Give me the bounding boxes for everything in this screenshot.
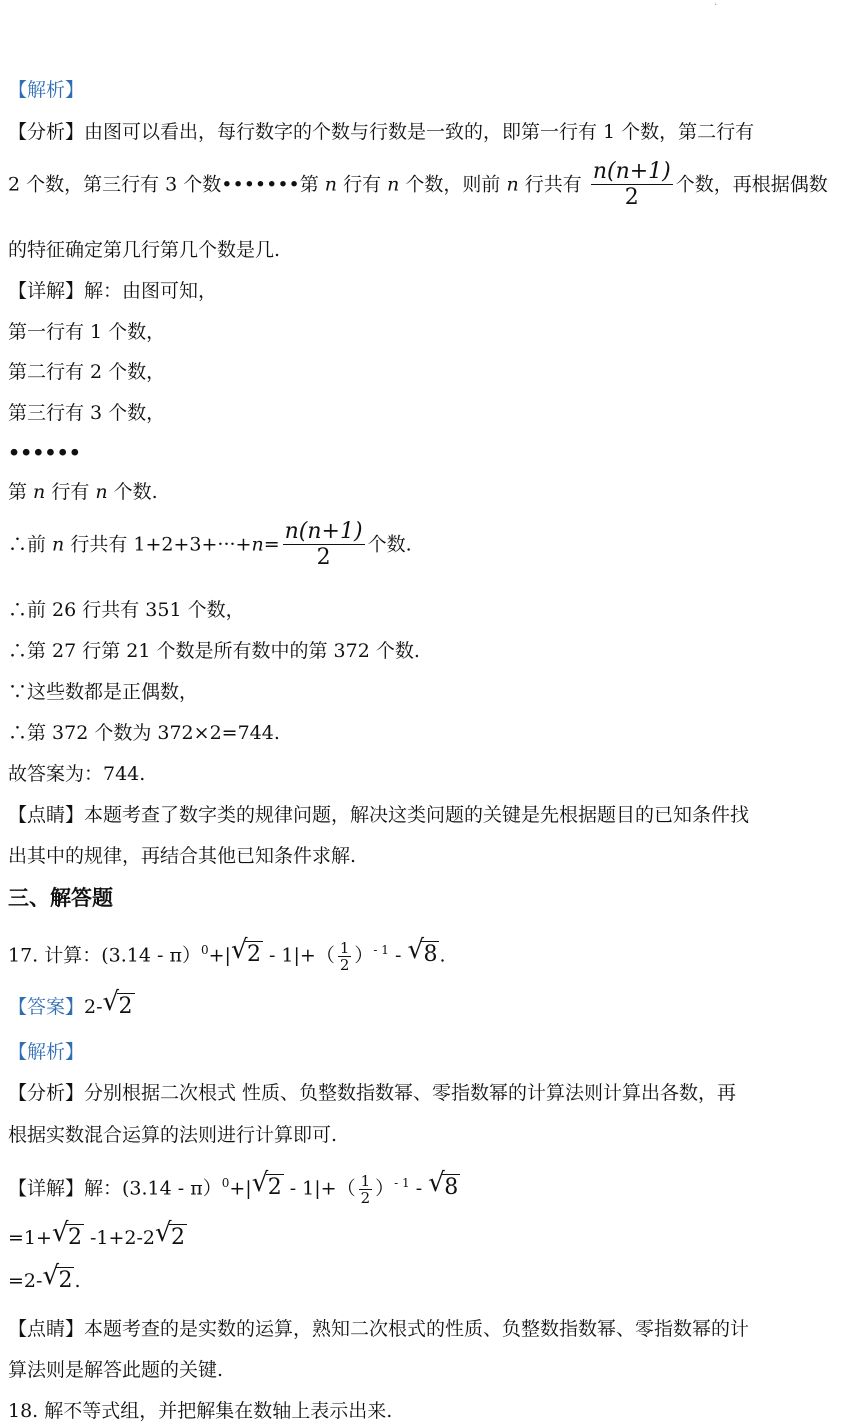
section-heading-answer: 三、解答题 [8,885,113,910]
detail-372: ∴第 372 个数为 372×2=744. [8,722,280,744]
detail-27-row: ∴第 27 行第 21 个数是所有数中的第 372 个数. [8,640,420,662]
detail-17-line-2: =1+ √ 2 -1+2-2 √ 2 [8,1218,186,1250]
remark-line-2: 出其中的规律，再结合其他已知条件求解. [8,845,357,867]
detail-sum-line: ∴前 n 行共有 1+2+3+···+n= $\frac{n(n+1)}{2}$ 个数. [8,519,412,570]
sqrt-2: √ 2 [230,935,261,968]
analysis-line-2: 2 个数，第三行有 3 个数•••••••第 n 行有 n 个数，则前 n 行共有 $\frac{n(n+1)}{2}$ 个数，再根据偶数 [8,159,828,210]
sqrt-2: √ 2 [42,1261,73,1293]
fraction-n-n-plus-1-over-2: $\frac{n(n+1)}{2}$ [592,159,671,210]
section-jiexi-2: 【解析】 [8,1041,85,1063]
detail-row-3: 第三行有 3 个数， [8,402,166,424]
detail-ellipsis: •••••• [8,442,81,464]
analysis-line-3: 的特征确定第几行第几个数是几. [8,239,281,261]
analysis-17-line-2: 根据实数混合运算的法则进行计算即可. [8,1124,338,1146]
sqrt-2: √ 2 [102,987,133,1019]
detail-even: ∵这些数都是正偶数， [8,681,199,703]
detail-17-line-1: 【详解】解：(3.14 - π）$^0$+| √ 2 - 1|+（ $\frac{1}{2}$ ）$^{- 1}$ - √ 8 [8,1168,459,1207]
detail-row-2: 第二行有 2 个数， [8,361,166,383]
fraction-sum: $\frac{n(n+1)}{2}$ [284,519,363,570]
detail-26-rows: ∴前 26 行共有 351 个数， [8,599,245,621]
remark-17-line-1: 【点睛】本题考查的是实数的运算，熟知二次根式的性质、负整数指数幂、零指数幂的计 [8,1318,750,1340]
sqrt-8: √ 8 [428,1168,459,1201]
answer-17: 【答案】2- √ 2 [8,987,133,1019]
section-jiexi: 【解析】 [8,79,85,101]
detail-intro: 【详解】解：由图可知， [8,280,218,302]
fraction-half: $\frac{1}{2}$ [339,938,350,974]
detail-row-n: 第 n 行有 n 个数. [8,481,158,503]
remark-17-line-2: 算法则是解答此题的关键. [8,1359,224,1381]
detail-17-line-3: =2- √ 2 . [8,1261,81,1293]
analysis-line-1: 【分析】由图可以看出，每行数字的个数与行数是一致的，即第一行有 1 个数，第二行有 [8,121,755,143]
remark-line-1: 【点睛】本题考查了数字类的规律问题，解决这类问题的关键是先根据题目的已知条件找 [8,804,750,826]
question-17: 17. 计算：(3.14 - π）$^0$+| √ 2 - 1|+（ $\frac{1}{2}$ ）$^{- 1}$ - √ 8 . [8,935,446,974]
sqrt-2: √ 2 [251,1168,282,1201]
fraction-half: $\frac{1}{2}$ [360,1171,371,1207]
sqrt-8: √ 8 [407,935,438,968]
detail-row-1: 第一行有 1 个数， [8,321,166,343]
answer-744: 故答案为：744. [8,763,146,785]
top-mark: · [714,0,718,11]
sqrt-2: √ 2 [155,1218,186,1250]
sqrt-2: √ 2 [51,1218,82,1250]
question-18: 18. 解不等式组，并把解集在数轴上表示出来. [8,1400,393,1422]
analysis-17-line-1: 【分析】分别根据二次根式 性质、负整数指数幂、零指数幂的计算法则计算出各数，再 [8,1082,737,1104]
